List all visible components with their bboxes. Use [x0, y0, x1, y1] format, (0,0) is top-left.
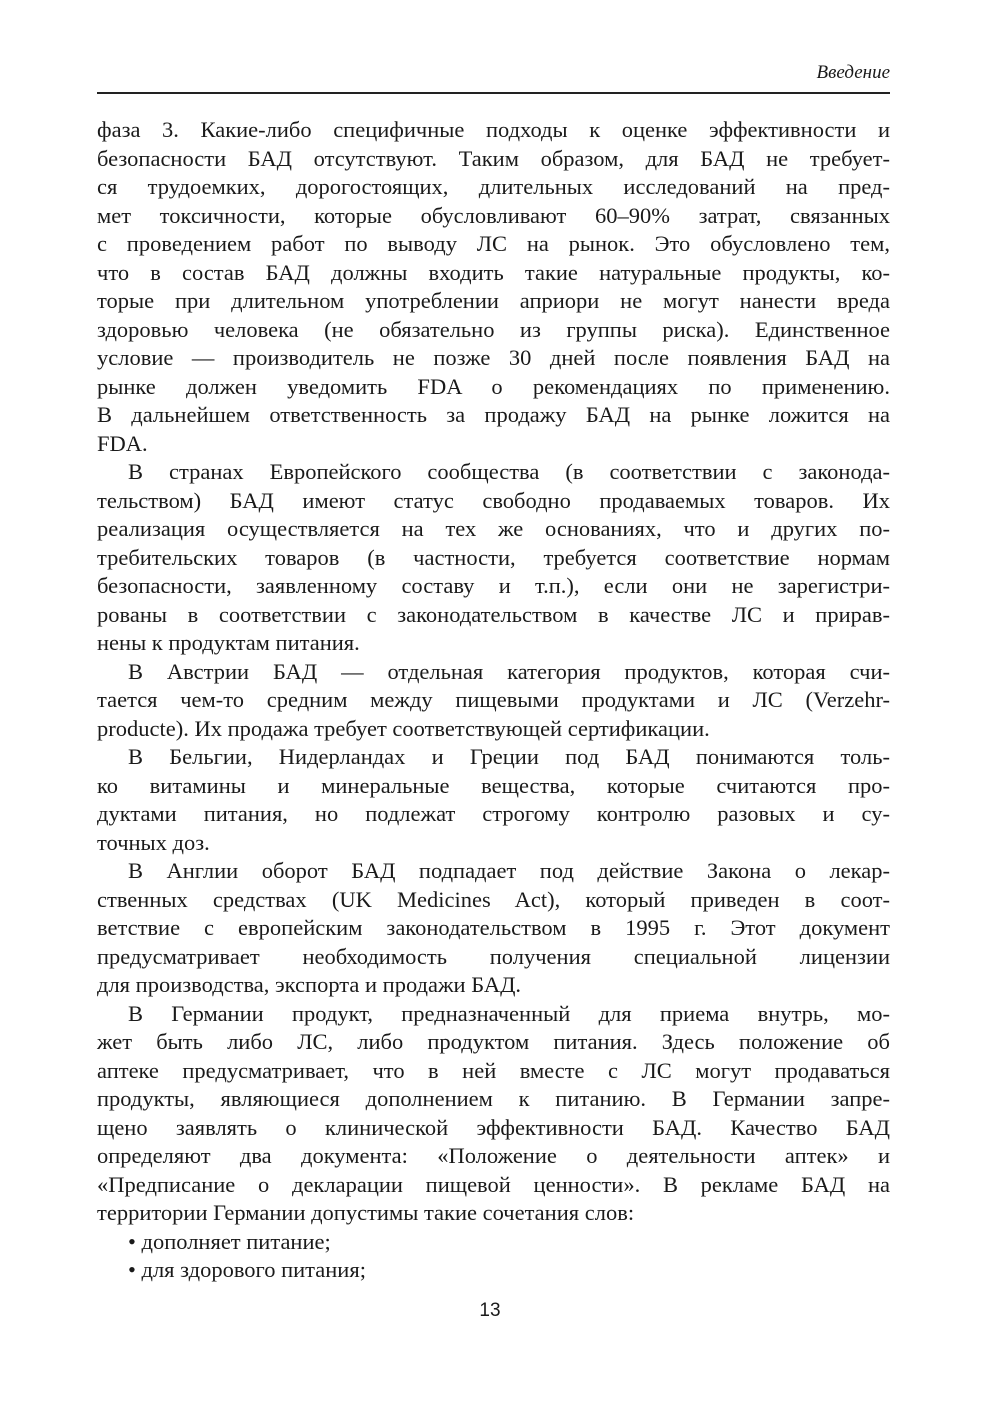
- page-number: 13: [479, 1300, 501, 1321]
- text-line: аптеке предусматривает, что в ней вместе с ЛС могут продаваться: [97, 1057, 890, 1083]
- text-line: продукты, являющиеся дополнением к питанию. В Германии запре-: [97, 1086, 890, 1111]
- text-line: реализация осуществляется на тех же основаниях, что и других по-: [97, 516, 890, 541]
- text-line: В Германии продукт, предназначенный для приема внутрь, мо-: [128, 1000, 890, 1026]
- text-line: В Австрии БАД — отдельная категория продуктов, которая счи-: [128, 658, 890, 684]
- text-line: определяют два документа: «Положение о деятельности аптек» и: [97, 1143, 890, 1168]
- text-line: В Бельгии, Нидерландах и Греции под БАД понимаются толь-: [128, 744, 890, 769]
- header-rule: [97, 92, 890, 94]
- bullet-item: • дополняет питание;: [128, 1228, 331, 1254]
- text-line: требительских товаров (в частности, требуется соответствие нормам: [97, 544, 890, 570]
- text-line: безопасности, заявленному составу и т.п.), если они не зарегистри-: [97, 573, 890, 598]
- text-line: В дальнейшем ответственность за продажу БАД на рынке ложится на: [97, 402, 890, 427]
- text-line: «Предписание о декларации пищевой ценности». В рекламе БАД на: [97, 1171, 890, 1197]
- text-line: точных доз.: [97, 829, 210, 855]
- text-line: рынке должен уведомить FDA о рекомендациях по применению.: [97, 373, 890, 399]
- text-line: предусматривает необходимость получения специальной лицензии: [97, 943, 890, 969]
- text-line: щено заявлять о клинической эффективности БАД. Качество БАД: [97, 1114, 890, 1140]
- text-line: фаза 3. Какие-либо специфичные подходы к оценке эффективности и: [97, 117, 890, 142]
- text-line: торые при длительном употреблении априори не могут нанести вреда: [97, 288, 890, 313]
- text-line: с проведением работ по выводу ЛС на рынок. Это обусловлено тем,: [97, 231, 890, 256]
- text-line: ветствие с европейским законодательством в 1995 г. Этот документ: [97, 915, 890, 940]
- text-line: producte). Их продажа требует соответствующей сертификации.: [97, 715, 710, 741]
- text-line: дуктами питания, но подлежат строгому контролю разовых и су-: [97, 801, 890, 826]
- text-line: В Англии оборот БАД подпадает под действие Закона о лекар-: [128, 858, 890, 883]
- text-line: для производства, экспорта и продажи БАД.: [97, 972, 522, 997]
- text-line: тается чем-то средним между пищевыми продуктами и ЛС (Verzehr-: [97, 687, 890, 712]
- text-line: безопасности БАД отсутствуют. Таким образом, для БАД не требует-: [97, 145, 890, 171]
- text-line: здоровью человека (не обязательно из группы риска). Единственное: [97, 316, 890, 342]
- text-line: ко витамины и минеральные вещества, которые считаются про-: [97, 772, 890, 798]
- text-line: тельством) БАД имеют статус свободно продаваемых товаров. Их: [97, 487, 890, 513]
- text-line: жет быть либо ЛС, либо продуктом питания. Здесь положение об: [97, 1029, 890, 1054]
- text-line: территории Германии допустимы такие сочетания слов:: [97, 1200, 635, 1225]
- bullet-item: • для здорового питания;: [128, 1257, 366, 1282]
- text-line: нены к продуктам питания.: [97, 630, 360, 655]
- running-head: Введение: [816, 62, 890, 83]
- text-line: ственных средствах (UK Medicines Act), который приведен в соот-: [97, 886, 890, 912]
- text-line: мет токсичности, которые обусловливают 60–90% затрат, связанных: [97, 202, 890, 228]
- text-line: ся трудоемких, дорогостоящих, длительных исследований на пред-: [97, 174, 890, 199]
- text-line: что в состав БАД должны входить такие натуральные продукты, ко-: [97, 259, 890, 285]
- text-line: FDA.: [97, 430, 148, 456]
- text-line: условие — производитель не позже 30 дней после появления БАД на: [97, 345, 890, 370]
- text-line: рованы в соответствии с законодательством в качестве ЛС и прирав-: [97, 601, 890, 627]
- text-line: В странах Европейского сообщества (в соответствии с законода-: [128, 459, 890, 484]
